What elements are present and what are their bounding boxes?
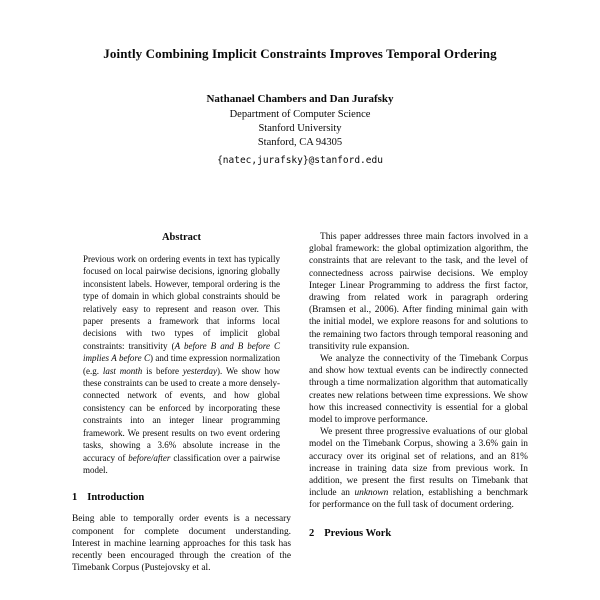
affiliation-line-2: Stanford University <box>258 123 342 134</box>
section-title: Introduction <box>87 492 145 504</box>
abstract-text: Previous work on ordering events in text has typically focused on local pairwise decisions, ignoring globally inconsistent labels. However, temporal ordering is the type of domain in which global constraints should be relatively easy to represent and reason over. This paper presents a framework that informs local decisions with two types of implicit global constraints: transitivity (A before B and B before C implies A before C) and time expression normalization (e.g. last month is before yesterday). We show how these constraints can be used to create a more densely-connected network of events, and how global consistency can be enforced by incorporating these constraints into an integer linear programming framework. We present results on two event ordering tasks, showing a 3.6% absolute increase in the accuracy of before/after classification over a pairwise model. <box>83 254 280 475</box>
section-number: 2 <box>309 527 315 539</box>
body-paragraph-2: We analyze the connectivity of the Timebank Corpus and show how textual events can be indirectly connected through a time normalization algorithm that automatically creates new relations between time expressions. We show how this increased connectivity is essential for a global model to improve performance. <box>309 354 528 426</box>
paper-authors: Nathanael Chambers and Dan Jurafsky <box>206 93 394 105</box>
paper-title: Jointly Combining Implicit Constraints Improves Temporal Ordering <box>103 46 497 61</box>
paper-header <box>72 46 528 167</box>
section-heading-introduction <box>72 491 291 504</box>
introduction-paragraph: Being able to temporally order events is a necessary component for complete document understanding. Interest in machine learning approaches for this task has recently been encouraged through the creation of the Timebank Corpus (Pustejovsky et al. <box>72 514 291 574</box>
two-column-body <box>72 231 528 574</box>
section-number: 1 <box>72 492 78 504</box>
author-email: {natec,jurafsky}@stanford.edu <box>217 155 383 166</box>
affiliation-line-3: Stanford, CA 94305 <box>257 137 343 148</box>
section-heading-previous-work <box>309 527 528 540</box>
left-column <box>72 231 291 574</box>
section-title: Previous Work <box>324 527 392 539</box>
right-column <box>309 231 528 574</box>
affiliation-line-1: Department of Computer Science <box>229 109 371 120</box>
abstract-heading: Abstract <box>161 232 202 243</box>
body-paragraph-3: We present three progressive evaluations of our global model on the Timebank Corpus, showing a 3.6% gain in accuracy over its original set of relations, and an 81% increase in training data size from previous work. In addition, we present the first results on Timebank that include an unknown relation, establishing a benchmark for performance on the full task of document ordering. <box>309 427 528 511</box>
body-paragraph-1: This paper addresses three main factors involved in a global framework: the global optimization algorithm, the constraints that are relevant to the task, and the level of connectedness across pairwise decisions. We employ Integer Linear Programming to address the first factor, drawing from related work in paragraph ordering (Bramsen et al., 2006). After finding minimal gain with the initial model, we explore reasons for and solutions to the remaining two factors through temporal reasoning and transitivity rule expansion. <box>309 232 528 352</box>
